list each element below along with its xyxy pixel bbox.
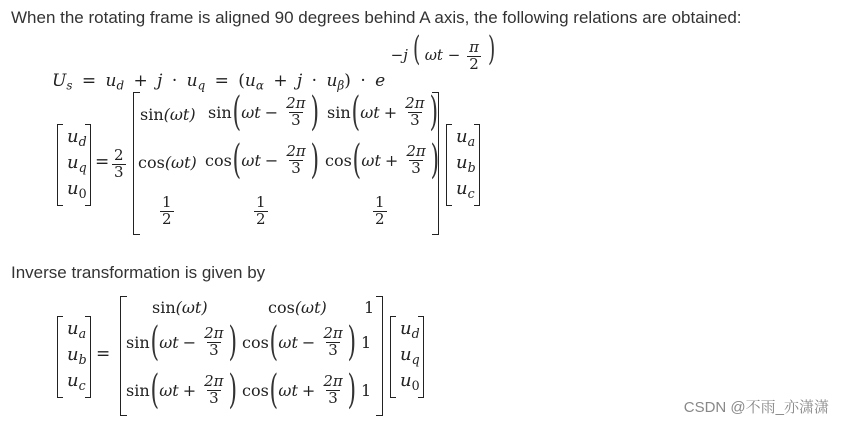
intro-paragraph: When the rotating frame is aligned 90 degrees behind A axis, the following relations are obtained:	[11, 8, 742, 27]
equation-space-vector: $U_s = u_d + j \cdot u_q = (u_\alpha + j \cdot u_\beta) \cdot e -j$ ( ωt − $\frac{\pi}{2}$ )	[52, 29, 496, 93]
inv-matrix-cell-r1c2: cos (ωt)	[268, 298, 327, 317]
matrix-cell-r3c2: $\frac{1}{2}$	[256, 193, 266, 228]
matrix-cell-r2c3: cos ( ωt + $\frac{2\pi}{3}$ )	[325, 137, 439, 183]
vector-dq0-rhs: $u_d$ $u_q$ $u_0$	[390, 316, 424, 398]
inv-matrix-cell-r3c1: sin ( ωt + $\frac{2\pi}{3}$ )	[126, 367, 237, 413]
vector-dq0: $u_d$ $u_q$ $u_0$	[57, 124, 91, 206]
csdn-watermark: CSDN @不雨_亦潇潇	[683, 399, 829, 416]
inv-matrix-cell-r2c1: sin ( ωt − $\frac{2\pi}{3}$ )	[126, 319, 237, 365]
equals-sign-2: =	[96, 344, 111, 364]
vector-abc: $u_a$ $u_b$ $u_c$	[446, 124, 480, 206]
vector-abc-lhs: $u_a$ $u_b$ $u_c$	[57, 316, 91, 398]
matrix-cell-r1c2: sin ( ωt − $\frac{2\pi}{3}$ )	[208, 89, 319, 135]
inv-matrix-cell-r3c2: cos ( ωt + $\frac{2\pi}{3}$ )	[242, 367, 356, 413]
exponent: −j ( ωt − $\frac{\pi}{2}$ )	[390, 29, 496, 73]
matrix-cell-r3c1: $\frac{1}{2}$	[162, 193, 172, 228]
inv-matrix-cell-r1c1: sin (ωt)	[152, 298, 208, 317]
inv-matrix-cell-r2c3: 1	[361, 333, 372, 352]
equals-sign: =	[95, 152, 110, 172]
matrix-cell-r1c3: sin ( ωt + $\frac{2\pi}{3}$ )	[327, 89, 438, 135]
inv-matrix-cell-r1c3: 1	[364, 298, 375, 317]
matrix-cell-r2c2: cos ( ωt − $\frac{2\pi}{3}$ )	[205, 137, 319, 183]
matrix-cell-r2c1: cos (ωt)	[138, 153, 197, 172]
matrix-cell-r1c1: sin (ωt)	[140, 105, 196, 124]
coefficient: $\frac{2}{3}$	[114, 146, 124, 181]
inv-matrix-cell-r3c3: 1	[361, 381, 372, 400]
inverse-paragraph: Inverse transformation is given by	[11, 263, 266, 282]
matrix-cell-r3c3: $\frac{1}{2}$	[375, 193, 385, 228]
inv-matrix-cell-r2c2: cos ( ωt − $\frac{2\pi}{3}$ )	[242, 319, 356, 365]
